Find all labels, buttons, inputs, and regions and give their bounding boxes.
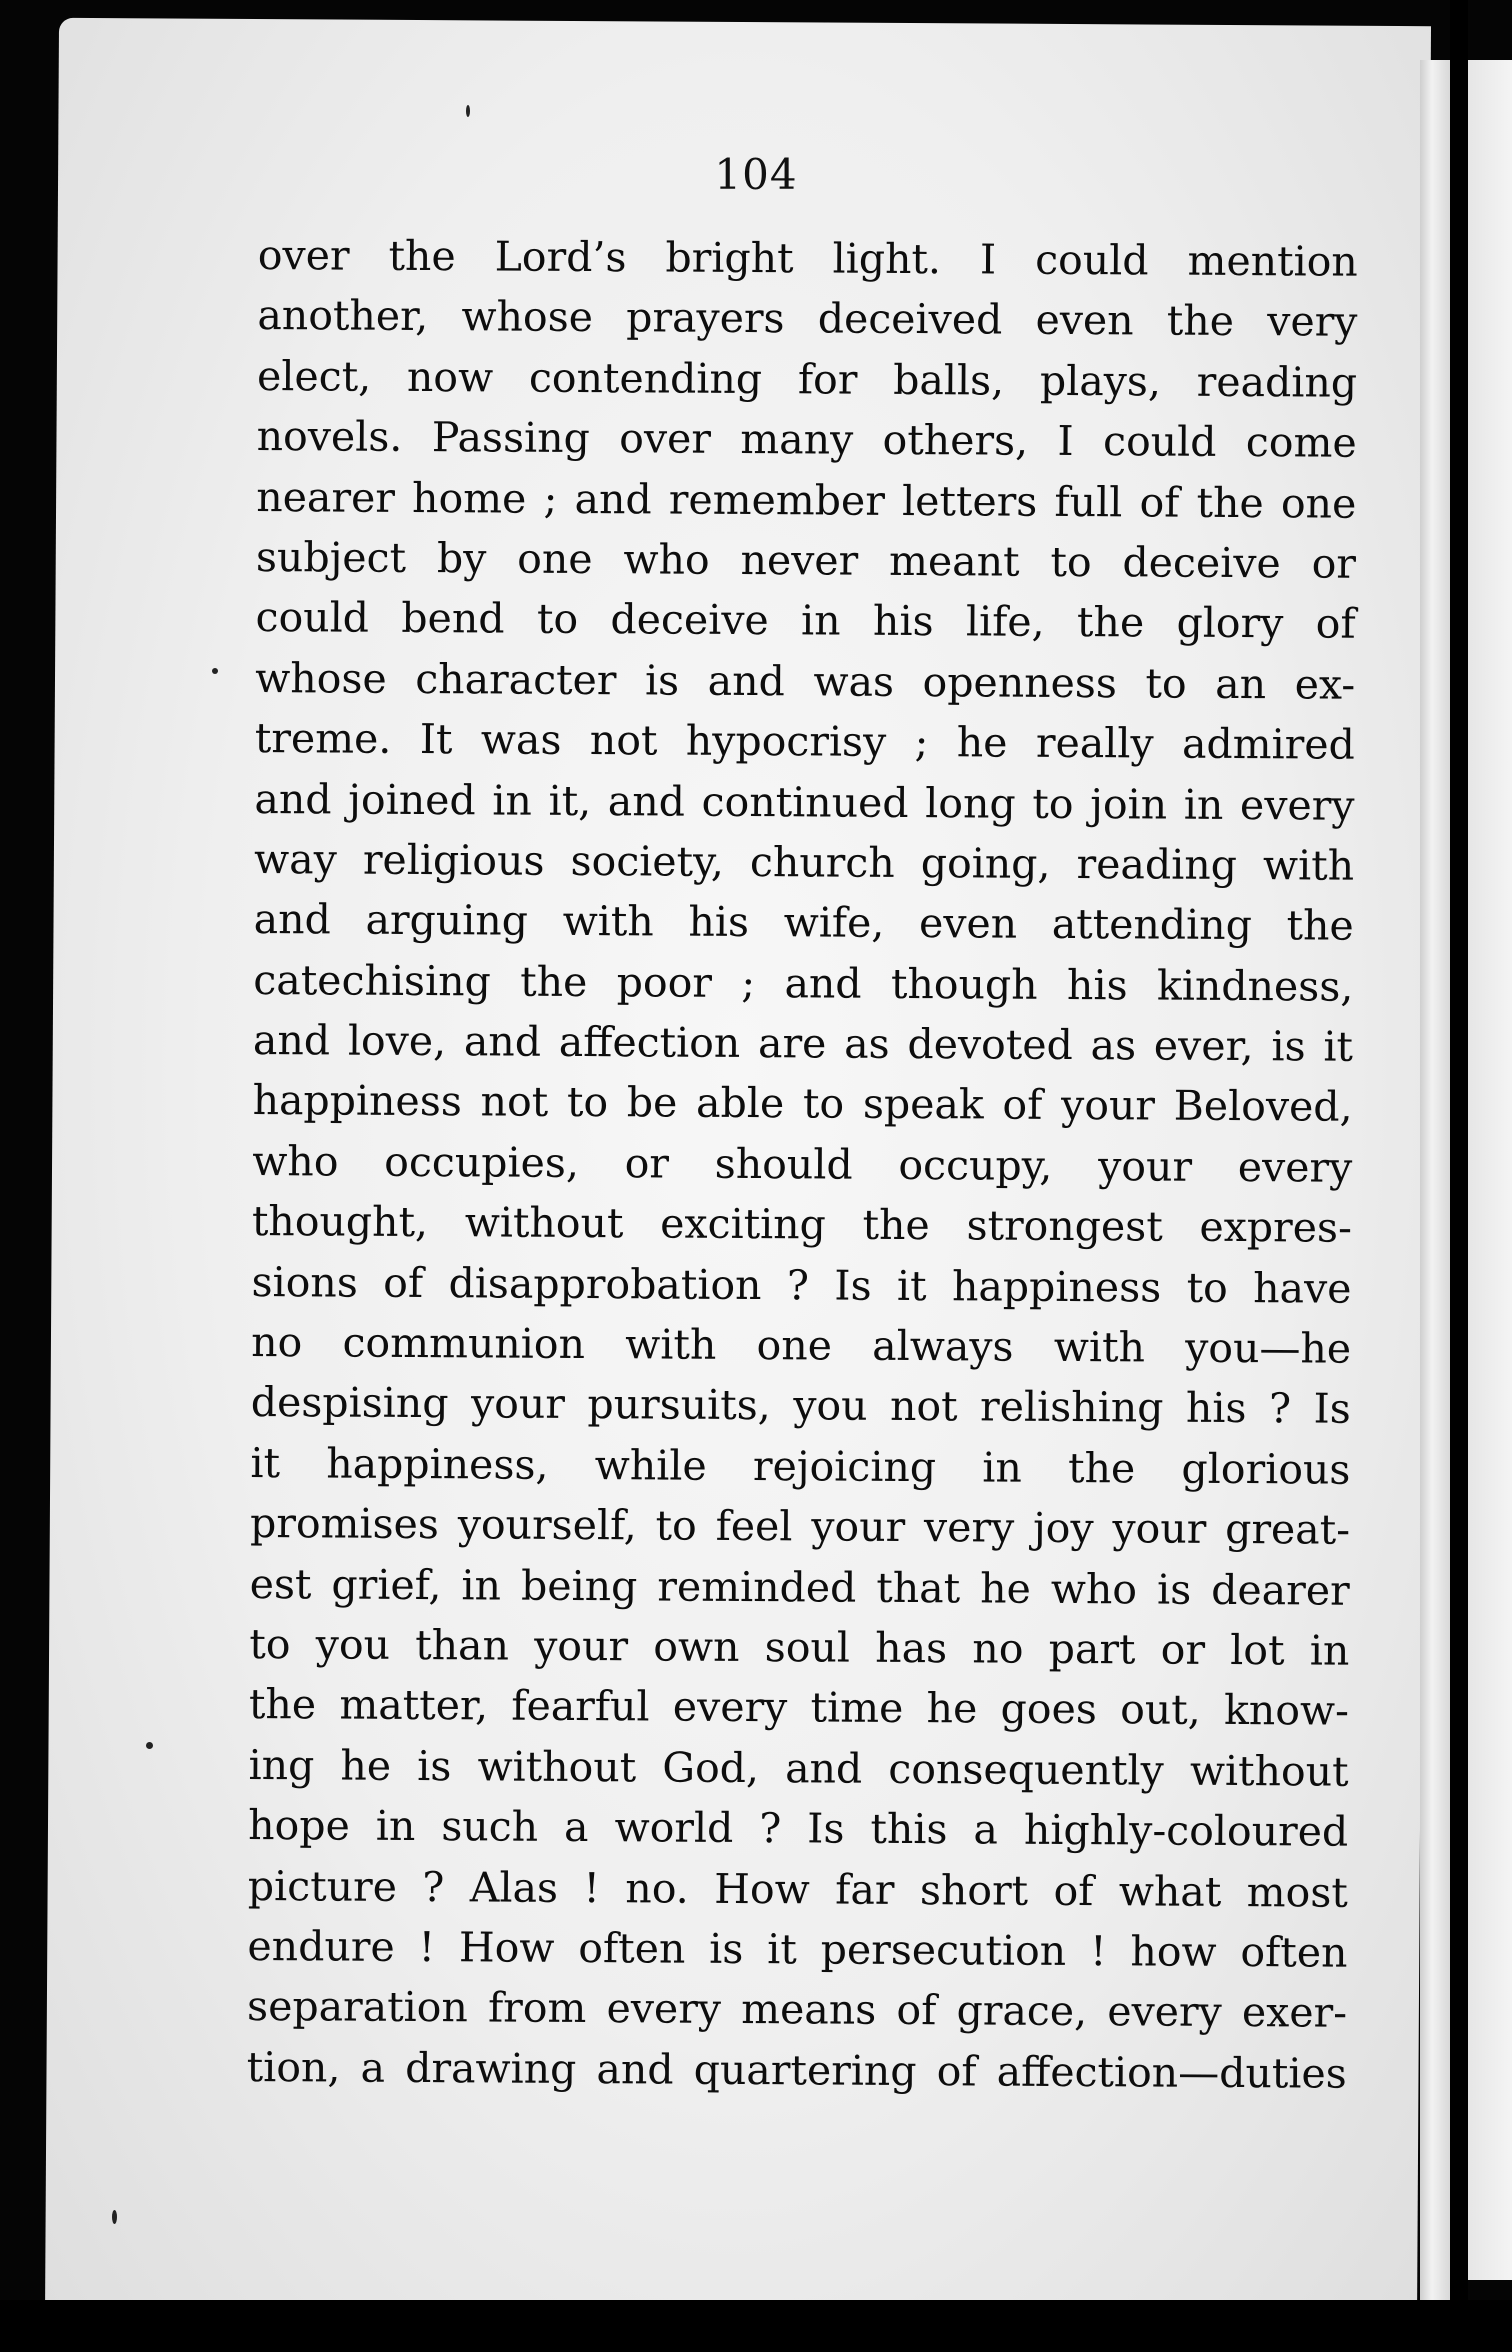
text-line: hope in such a world ? Is this a highly-coloured [248,1801,1349,1856]
text-line: elect, now contending for balls, plays, reading [256,351,1358,407]
dust-speck [146,1742,153,1749]
text-line: est grief, in being reminded that he who is dearer [249,1559,1350,1615]
dust-speck [212,668,218,674]
text-line: nearer home ; and remember letters full of the one [256,472,1357,528]
text-line: it happiness, while rejoicing in the glorious [250,1438,1351,1494]
text-line: and love, and affection are as devoted as ever, is it [252,1016,1354,1071]
text-line: whose character is and was openness to an ex- [255,653,1356,709]
text-line: endure ! How often is it persecution ! how often [247,1921,1348,1977]
text-line: subject by one who never meant to deceive or [255,532,1357,588]
text-line: and arguing with his wife, even attending the [253,895,1354,951]
text-line: no communion with one always with you—he [251,1318,1352,1373]
text-line: treme. It was not hypocrisy ; he really admired [254,714,1355,769]
text-line: catechising the poor ; and though his kindness, [253,955,1354,1011]
text-line: who occupies, or should occupy, your every [252,1136,1353,1192]
bottom-shadow [0,2300,1512,2352]
dust-speck [466,105,470,117]
text-line: over the Lord’s bright light. I could mention [257,230,1358,286]
text-line: could bend to deceive in his life, the glory of [255,593,1356,649]
text-line: way religious society, church going, reading with [253,834,1355,890]
dust-speck [112,2210,117,2224]
page-number: 104 [714,150,798,199]
text-line: the matter, fearful every time he goes out, know- [248,1680,1350,1736]
text-line: tion, a drawing and quartering of affection—duties [246,2042,1347,2098]
text-line: another, whose prayers deceived even the very [257,291,1358,347]
text-line: separation from every means of grace, every exer- [246,1982,1348,2038]
text-line: novels. Passing over many others, I could come [256,412,1357,467]
text-line: and joined in it, and continued long to join in every [254,774,1355,830]
text-line: happiness not to be able to speak of your Beloved, [252,1076,1353,1132]
text-line: picture ? Alas ! no. How far short of what most [247,1861,1348,1917]
text-line: sions of disapprobation ? Is it happiness to have [251,1257,1352,1313]
text-line: despising your pursuits, you not relishing his ? Is [250,1378,1351,1434]
text-line: thought, without exciting the strongest expres- [251,1197,1353,1252]
text-line: promises yourself, to feel your very joy your great- [249,1499,1351,1554]
text-line: ing he is without God, and consequently without [248,1740,1349,1796]
page-edge [1420,60,1450,2310]
next-page-strip [1468,60,1512,2280]
text-line: to you than your own soul has no part or lot in [249,1619,1350,1675]
binding-gutter [1450,0,1468,2352]
body-text [247,225,1358,2104]
